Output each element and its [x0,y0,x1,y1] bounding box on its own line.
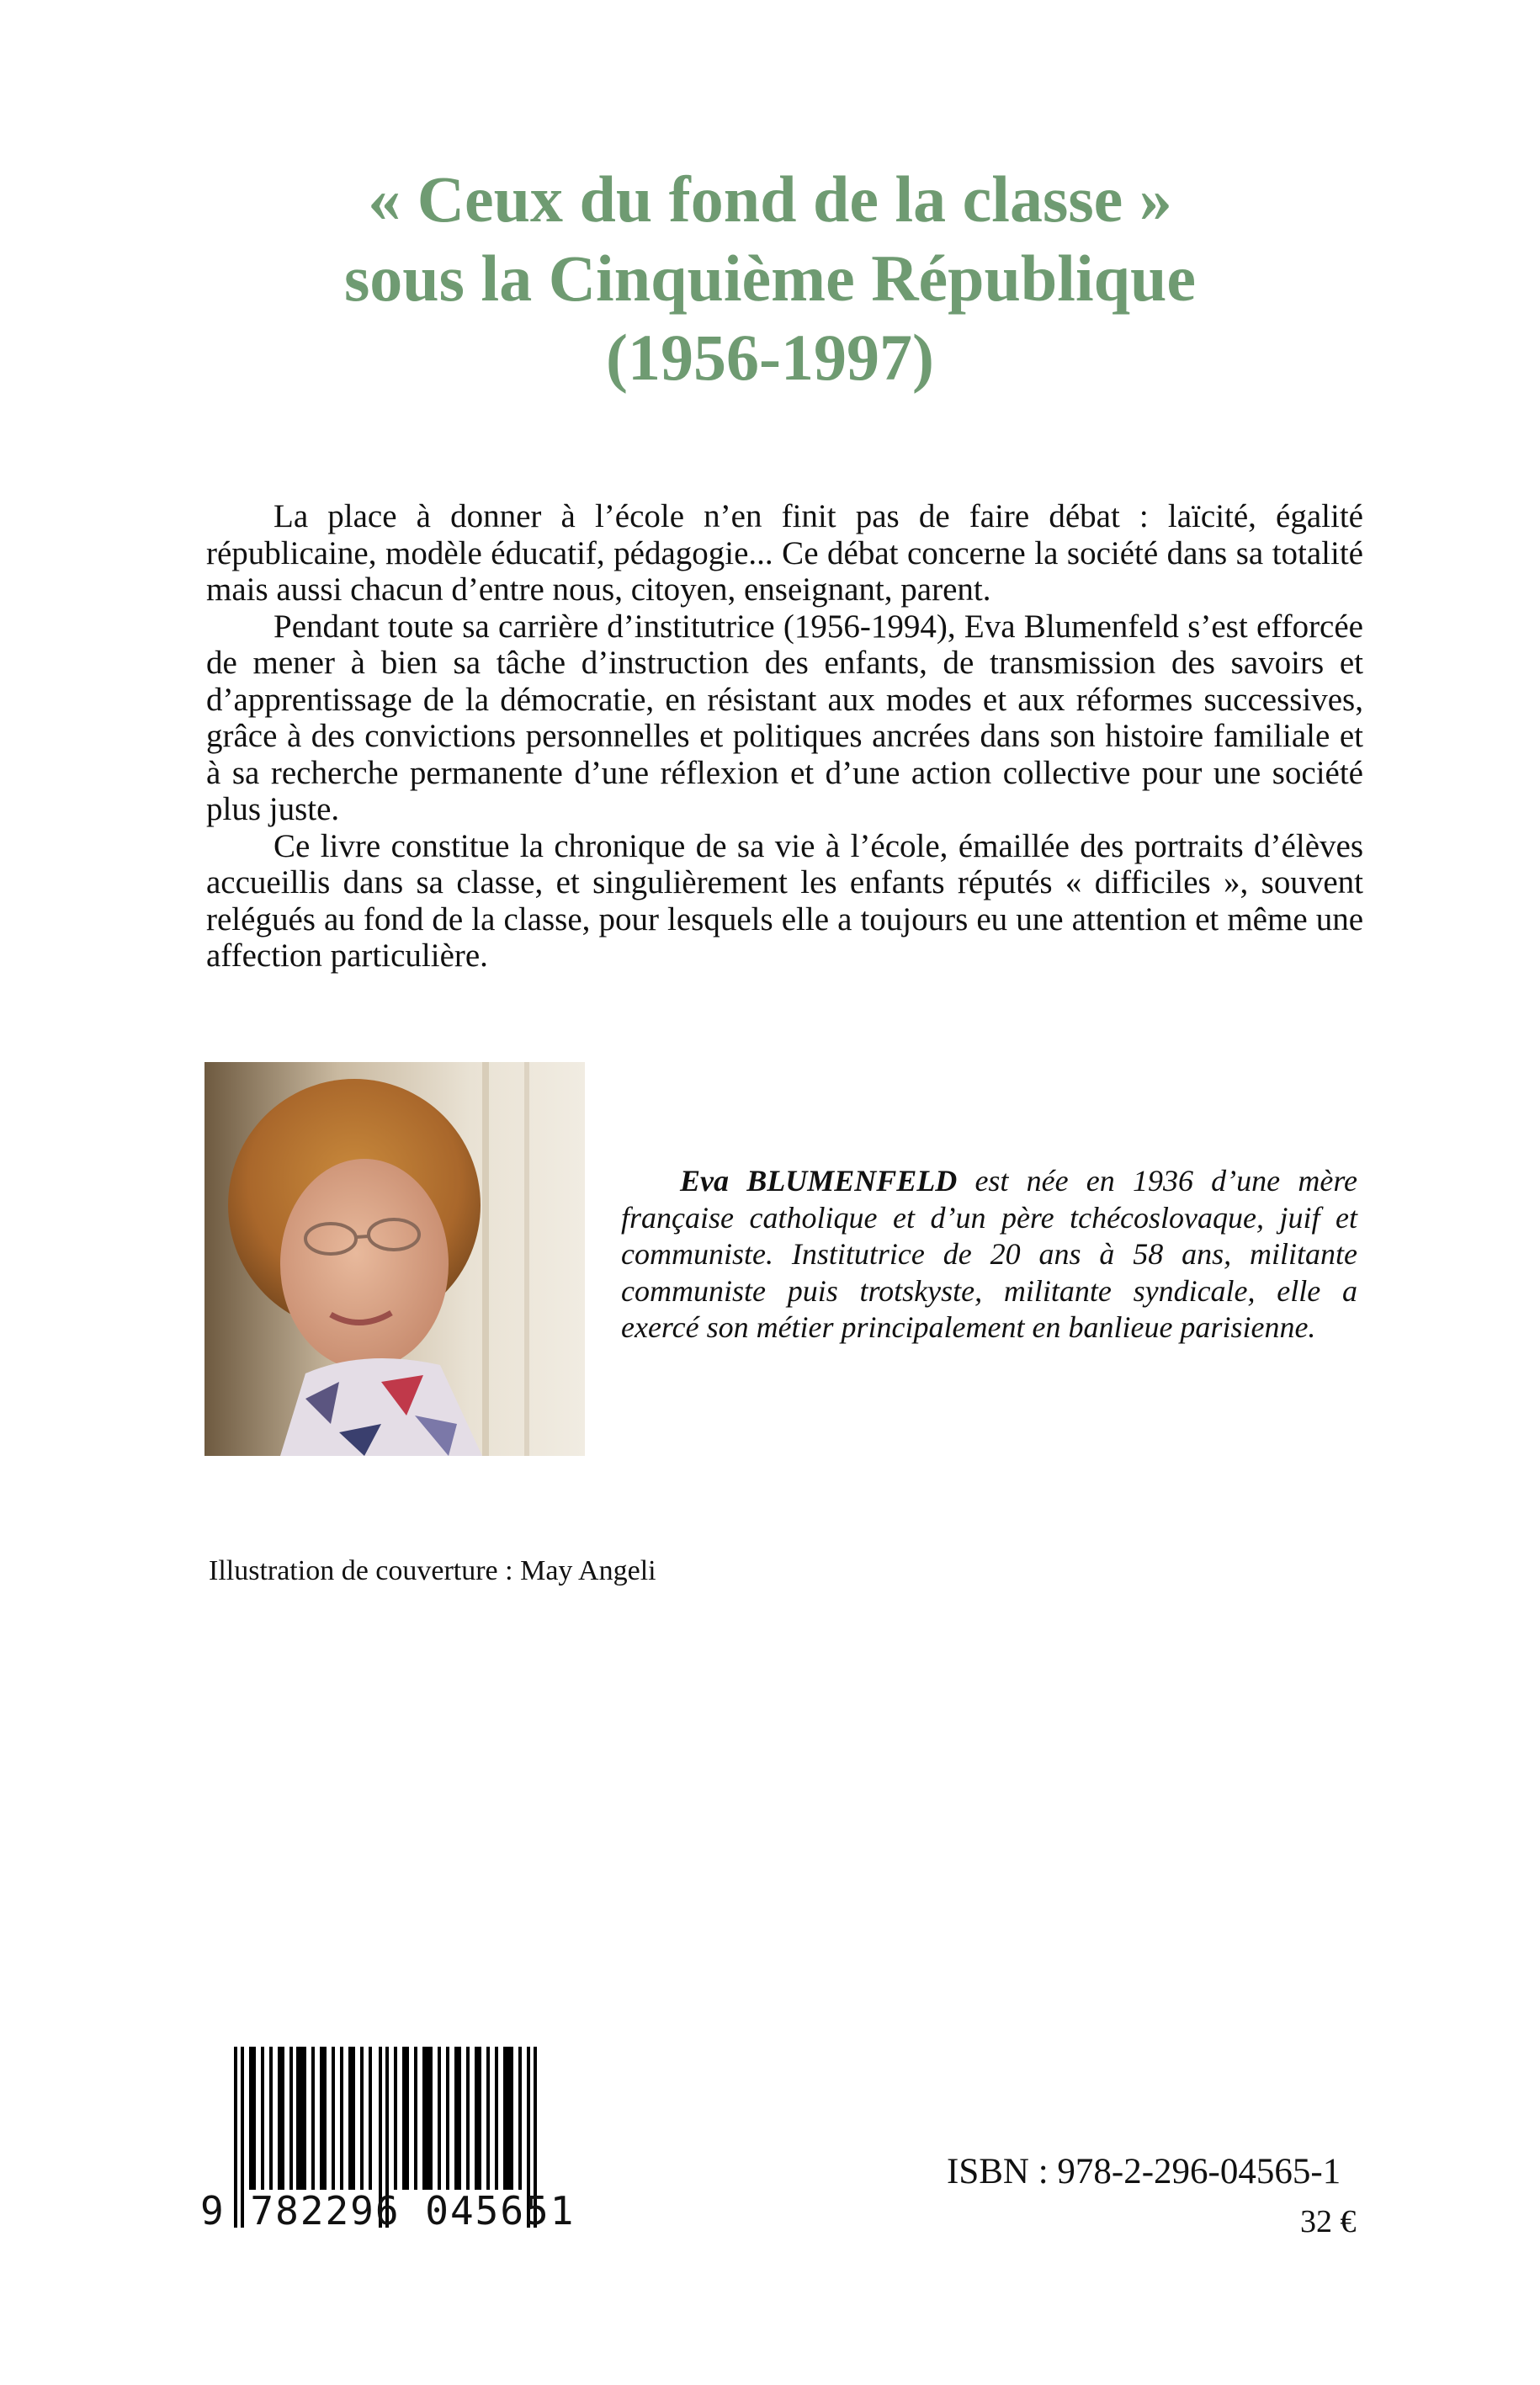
author-name: Eva BLUMENFELD [680,1164,958,1198]
back-cover-blurb [206,498,1363,975]
title-line-2: sous la Cinquième République [343,242,1197,315]
blurb-paragraph-1: La place à donner à l’école n’en finit pas de faire débat : laïcité, égalité républicaine, modèle éducatif, pédagogie... Ce débat concerne la société dans sa totalité mais aussi chacun d’entre nous, citoyen, enseignant, parent. [206,498,1363,608]
blurb-paragraph-2: Pendant toute sa carrière d’institutrice (1956-1994), Eva Blumenfeld s’est efforcée de mener à bien sa tâche d’instruction des enfants, de transmission des savoirs et d’apprentissage de la démocratie, en résistant aux modes et aux réformes successives, grâce à des convictions personnelles et politiques ancrées dans son histoire familiale et à sa recherche permanente d’une réflexion et d’une action collective pour une société plus juste. [206,608,1363,827]
author-bio-text: est née en 1936 d’une mère française catholique et d’un père tchécoslovaque, juif et communiste. Institutrice de 20 ans à 58 ans, militante communiste puis trotskyste, militante syndicale, elle a exercé son métier principalement en banlieue parisienne. [621,1164,1357,1344]
author-photo [204,1062,585,1456]
isbn: ISBN : 978-2-296-04565-1 [947,2152,1341,2191]
title-line-1: « Ceux du fond de la classe » [368,162,1172,236]
price: 32 € [1300,2204,1357,2239]
barcode-digits: 9 782296 045651 [200,2188,576,2234]
book-title [0,160,1540,397]
blurb-paragraph-3: Ce livre constitue la chronique de sa vie à l’école, émaillée des portraits d’élèves accueillis dans sa classe, et singulièrement les enfants réputés « difficiles », souvent relégués au fond de la classe, pour lesquels elle a toujours eu une attention et même une affection particulière. [206,827,1363,974]
title-line-3: (1956-1997) [606,321,934,394]
cover-illustration-credit: Illustration de couverture : May Angeli [209,1555,656,1586]
author-bio [621,1163,1357,1347]
